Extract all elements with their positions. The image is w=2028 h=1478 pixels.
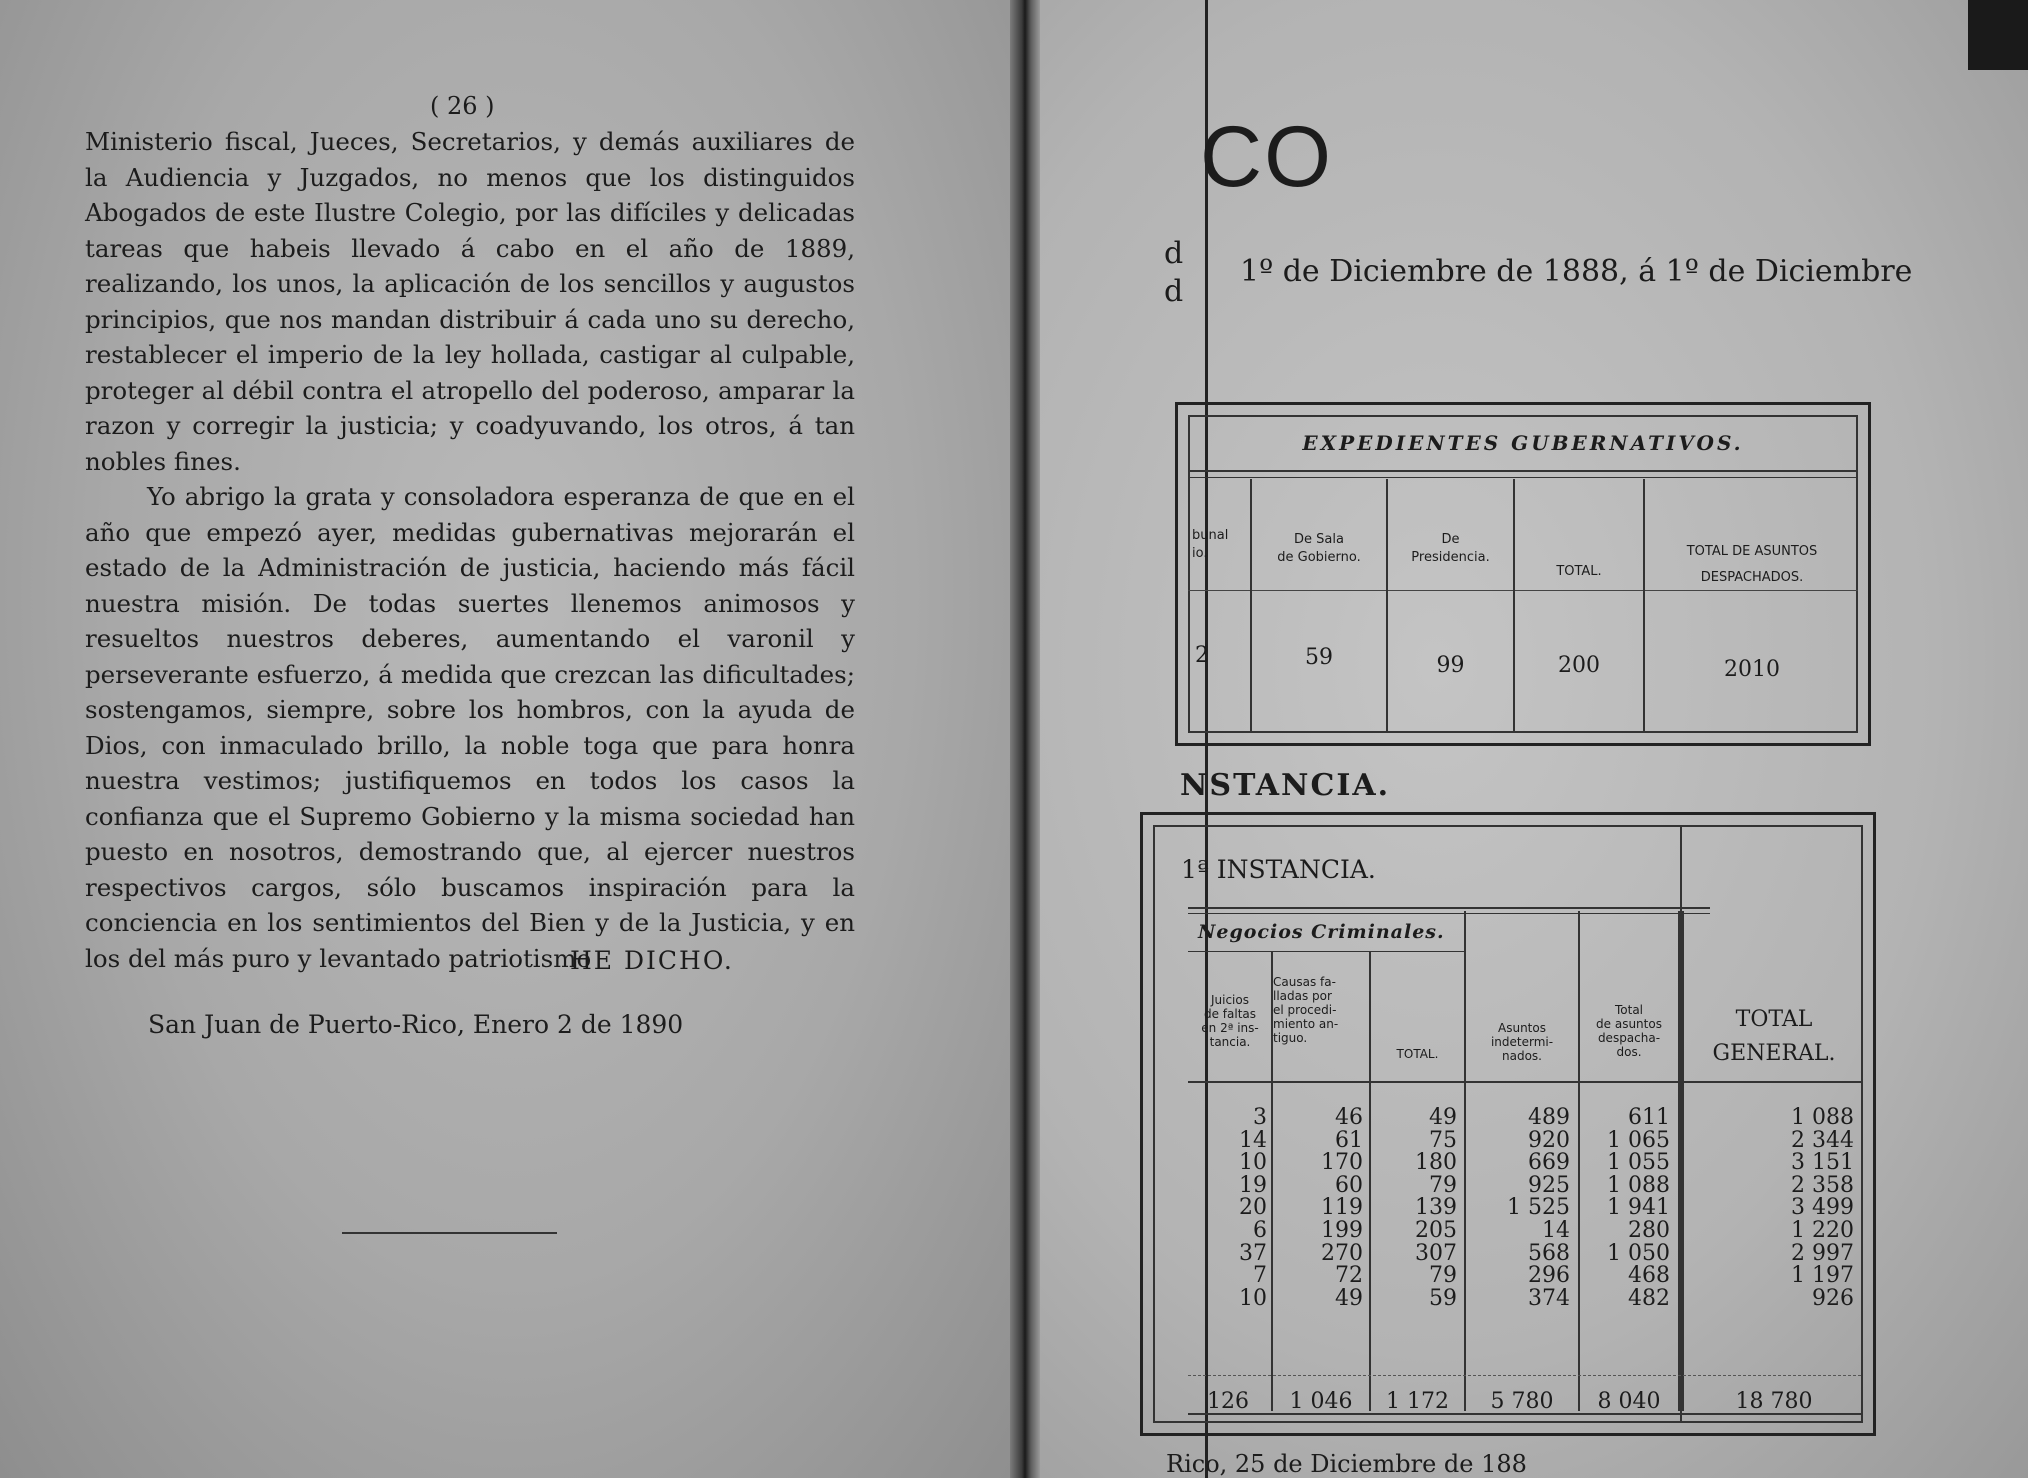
page-number: ( 26 )	[430, 92, 495, 120]
column-header: De Sala de Gobierno.	[1277, 532, 1361, 565]
table-cell: 568	[1528, 1240, 1570, 1266]
table-cell: 79	[1429, 1172, 1457, 1198]
table-cell: 2 358	[1791, 1172, 1854, 1198]
table-column	[1684, 1107, 1854, 1310]
place-date: San Juan de Puerto-Rico, Enero 2 de 1890	[148, 1010, 684, 1039]
table-cell: 19	[1239, 1172, 1267, 1198]
column-header: TOTAL GENERAL.	[1712, 1007, 1836, 1066]
table-column	[1371, 1107, 1457, 1310]
table-cell: 296	[1528, 1263, 1570, 1289]
instancia-table	[1140, 812, 1876, 1436]
table-cell: 468	[1628, 1263, 1670, 1289]
table-cell: 374	[1528, 1285, 1570, 1311]
table-value: 200	[1558, 653, 1600, 678]
column-header: De Presidencia.	[1411, 532, 1490, 565]
table-cell: 79	[1429, 1263, 1457, 1289]
table-cell: 20	[1239, 1195, 1267, 1221]
table-title: EXPEDIENTES GUBERNATIVOS.	[1302, 431, 1744, 455]
column-header: bunal io.	[1192, 528, 1229, 561]
table-cell: 1 088	[1791, 1105, 1854, 1130]
table-cell: 280	[1628, 1217, 1670, 1243]
table-cell: 1 065	[1607, 1127, 1670, 1153]
table-column	[1189, 1107, 1267, 1310]
table-cell: 1 055	[1607, 1150, 1670, 1176]
section-heading: NSTANCIA.	[1180, 768, 1391, 803]
table-cell: 75	[1429, 1127, 1457, 1153]
table-cell: 2 997	[1791, 1240, 1854, 1266]
date-range: 1º de Diciembre de 1888, á 1º de Diciembre	[1240, 254, 1913, 289]
table-subtitle: 1ª INSTANCIA.	[1181, 855, 1376, 884]
table-cell: 199	[1321, 1217, 1363, 1243]
table-cell: 1 050	[1607, 1240, 1670, 1266]
table-cell: 3 499	[1791, 1195, 1854, 1221]
table-column	[1273, 1107, 1363, 1310]
column-header: Causas fa- lladas por el procedi- miento an- tiguo.	[1273, 975, 1339, 1045]
table-cell: 307	[1415, 1240, 1457, 1266]
table-cell: 3	[1253, 1105, 1267, 1130]
table-cell: 1 197	[1791, 1263, 1854, 1289]
table-cell: 46	[1335, 1105, 1363, 1130]
column-header: TOTAL DE ASUNTOS DESPACHADOS.	[1686, 544, 1818, 585]
table-cell: 59	[1429, 1285, 1457, 1311]
column-header: Asuntos indetermi- nados.	[1490, 1021, 1554, 1063]
column-header: TOTAL.	[1396, 1047, 1439, 1061]
table-cell: 72	[1335, 1263, 1363, 1289]
table-cell: 170	[1321, 1150, 1363, 1176]
total-cell: 5 780	[1490, 1389, 1554, 1414]
letter-fragment: d	[1164, 236, 1184, 271]
table-cell: 49	[1335, 1285, 1363, 1311]
bottom-fragment: Rico, 25 de Diciembre de 188	[1166, 1450, 1527, 1478]
table-cell: 669	[1528, 1150, 1570, 1176]
column-header: TOTAL.	[1556, 564, 1602, 579]
table-cell: 14	[1542, 1217, 1570, 1243]
table-cell: 489	[1528, 1105, 1570, 1130]
total-cell: 8 040	[1597, 1389, 1661, 1414]
table-value: 2	[1195, 643, 1209, 668]
table-cell: 1 941	[1607, 1195, 1670, 1221]
table-cell: 61	[1335, 1127, 1363, 1153]
table-cell: 611	[1628, 1105, 1670, 1130]
section-label: Negocios Criminales.	[1198, 921, 1445, 943]
column-header: Total de asuntos despacha- dos.	[1596, 1003, 1662, 1059]
table-cell: 7	[1253, 1263, 1267, 1289]
letter-fragment: d	[1164, 274, 1184, 309]
table-cell: 180	[1415, 1150, 1457, 1176]
speech-text	[85, 124, 855, 976]
book-gutter	[1010, 0, 1040, 1478]
scan-corner	[1968, 0, 2028, 70]
table-cell: 1 088	[1607, 1172, 1670, 1198]
paragraph-1: Ministerio fiscal, Jueces, Secretarios, y demás auxiliares de la Audiencia y Juzgados, no menos que los distinguidos Abogados de este Ilustre Colegio, por las difíciles y delicadas tareas que habeis llevado á cabo en el año de 1889, realizando, los unos, la aplicación de los sencillos y augustos principios, que nos mandan distribuir á cada uno su derecho, restablecer el imperio de la ley hollada, castigar al culpable, proteger al débil contra el atropello del poderoso, amparar la razon y corregir la justicia; y coadyuvando, los otros, á tan nobles fines.	[85, 127, 855, 476]
table-cell: 925	[1528, 1172, 1570, 1198]
table-cell: 6	[1253, 1217, 1267, 1243]
total-cell: 1 172	[1386, 1389, 1449, 1414]
divider-rule	[342, 1232, 557, 1234]
paragraph-2: Yo abrigo la grata y consoladora esperanza de que en el año que empezó ayer, medidas gubernativas mejorarán el estado de la Administración de justicia, haciendo más fácil nuestra misión. De todas suertes llenemos animosos y resueltos nuestros deberes, aumentando el varonil y perseverante esfuerzo, á medida que crezcan las dificultades; sostengamos, siempre, sobre los hombros, con la ayuda de Dios, con inmaculado brillo, la noble toga que para honra nuestra vestimos; justifiquemos en todos los casos la confianza que el Supremo Gobierno y la misma sociedad han puesto en nosotros, demostrando que, al ejercer nuestros respectivos cargos, sólo buscamos inspiración para la conciencia en los sentimientos del Bien y de la Justicia, y en los del más puro y levantado patriotismo	[85, 482, 855, 973]
table-cell: 1 220	[1791, 1217, 1854, 1243]
total-cell: 1 046	[1289, 1389, 1353, 1414]
table-column	[1466, 1107, 1570, 1310]
table-cell: 270	[1321, 1240, 1363, 1266]
table-cell: 3 151	[1791, 1150, 1854, 1176]
table-cell: 10	[1239, 1150, 1267, 1176]
column-header: Juicios de faltas en 2ª ins- tancia.	[1201, 993, 1259, 1049]
table-cell: 139	[1415, 1195, 1457, 1221]
table-cell: 1 525	[1507, 1195, 1570, 1221]
table-cell: 920	[1528, 1127, 1570, 1153]
table-value: 59	[1305, 645, 1333, 670]
table-value: 99	[1436, 653, 1465, 678]
table-cell: 2 344	[1791, 1127, 1854, 1153]
table-cell: 205	[1415, 1217, 1457, 1243]
table-cell: 49	[1429, 1105, 1457, 1130]
table-cell: 14	[1239, 1127, 1267, 1153]
table-cell: 10	[1239, 1285, 1267, 1311]
table-cell: 60	[1335, 1172, 1363, 1198]
table-column	[1580, 1107, 1670, 1310]
table-cell: 37	[1239, 1240, 1267, 1266]
table-cell: 482	[1628, 1285, 1670, 1311]
table-cell: 119	[1321, 1195, 1363, 1221]
table-value: 2010	[1724, 657, 1780, 682]
total-cell: 126	[1207, 1389, 1249, 1414]
total-cell: 18 780	[1735, 1389, 1813, 1414]
table-cell: 926	[1812, 1285, 1854, 1311]
closing-line: HE DICHO.	[570, 946, 734, 975]
title-fragment: CO	[1200, 109, 1333, 205]
gubernativos-table	[1175, 402, 1871, 746]
